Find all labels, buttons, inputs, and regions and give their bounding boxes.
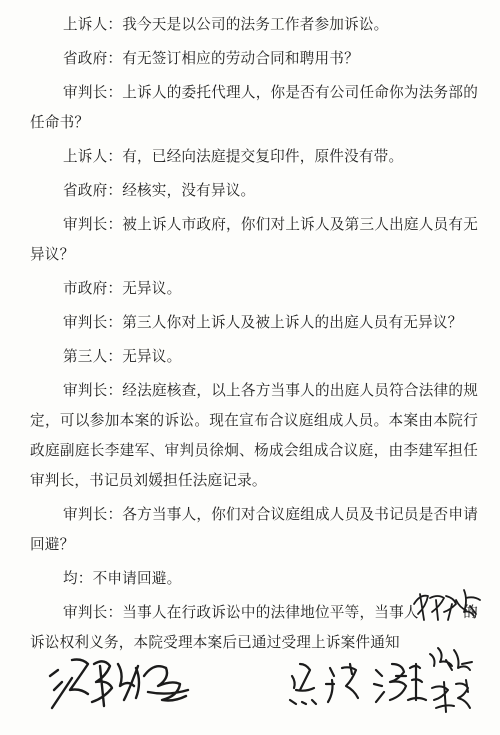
transcript-paragraph xyxy=(30,342,478,372)
transcript-paragraph xyxy=(30,176,478,206)
statement-text: 上诉人的委托代理人，你是否有公司任命你为法务部的任命书？ xyxy=(30,84,478,131)
statement-text: 经核实，没有异议。 xyxy=(122,182,256,199)
statement-text: 我今天是以公司的法务工作者参加诉讼。 xyxy=(122,16,389,33)
speaker-label: 上诉人： xyxy=(63,148,123,165)
speaker-label: 均： xyxy=(63,570,93,587)
statement-text: 不申请回避。 xyxy=(92,570,182,587)
signature-middle xyxy=(290,664,358,704)
statement-text: 第三人你对上诉人及被上诉人的出庭人员有无异议？ xyxy=(122,314,463,331)
transcript-paragraph xyxy=(30,376,478,496)
speaker-label: 审判长： xyxy=(63,382,123,399)
signature-left xyxy=(50,660,188,709)
signature-center-right xyxy=(374,664,426,702)
speaker-label: 审判长： xyxy=(63,84,123,101)
speaker-label: 审判长： xyxy=(63,506,123,523)
transcript-paragraph xyxy=(30,274,478,304)
speaker-label: 审判长： xyxy=(63,314,123,331)
transcript-paragraph xyxy=(30,10,478,40)
speaker-label: 省政府： xyxy=(63,182,123,199)
transcript-paragraph xyxy=(30,210,478,270)
transcript-paragraph xyxy=(30,44,478,74)
transcript-paragraph xyxy=(30,598,478,658)
speaker-label: 上诉人： xyxy=(63,16,123,33)
transcript-paragraph xyxy=(30,500,478,560)
statement-text: 各方当事人，你们对合议庭组成人员及书记员是否申请回避？ xyxy=(30,506,478,553)
statement-text: 无异议。 xyxy=(122,280,182,297)
court-transcript xyxy=(30,10,478,662)
statement-text: 被上诉人市政府，你们对上诉人及第三人出庭人员有无异议？ xyxy=(30,216,478,263)
statement-text: 有，已经向法庭提交复印件，原件没有带。 xyxy=(122,148,404,165)
statement-text: 经法庭核查，以上各方当事人的出庭人员符合法律的规定，可以参加本案的诉讼。现在宣布合议庭组成人员。本案由本院行政庭副庭长李建军、审判员徐炯、杨成会组成合议庭，由李建军担任审判长，书记员刘媛担任法庭记录。 xyxy=(30,382,478,489)
speaker-label: 审判长： xyxy=(63,604,123,621)
transcript-paragraph xyxy=(30,308,478,338)
speaker-label: 市政府： xyxy=(63,280,123,297)
statement-text: 有无签订相应的劳动合同和聘用书？ xyxy=(122,50,359,67)
speaker-label: 省政府： xyxy=(63,50,123,67)
speaker-label: 审判长： xyxy=(63,216,123,233)
speaker-label: 第三人： xyxy=(63,348,123,365)
transcript-paragraph xyxy=(30,564,478,594)
transcript-paragraph xyxy=(30,142,478,172)
statement-text: 无异议。 xyxy=(122,348,182,365)
transcript-paragraph xyxy=(30,78,478,138)
statement-text: 当事人在行政诉讼中的法律地位平等，当事人 的诉讼权利义务，本院受理本案后已通过受理上诉案件通知 xyxy=(30,604,478,651)
